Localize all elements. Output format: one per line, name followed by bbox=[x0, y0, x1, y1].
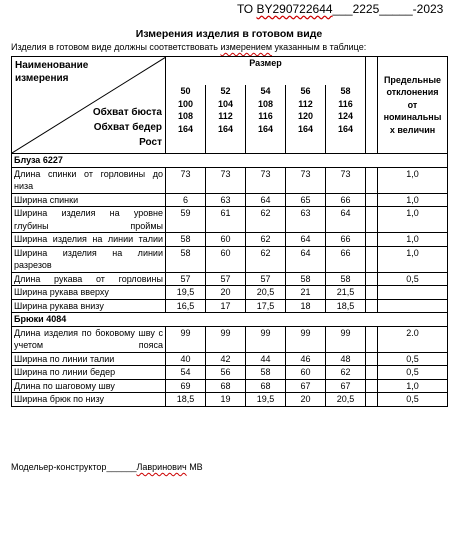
measurement-value: 19 bbox=[206, 393, 246, 407]
measurement-value: 58 bbox=[246, 366, 286, 380]
measurement-value: 6 bbox=[166, 193, 206, 207]
measurement-value: 20,5 bbox=[326, 393, 366, 407]
table-row bbox=[12, 393, 448, 407]
measurement-value: 46 bbox=[286, 352, 326, 366]
measurement-value: 59 bbox=[166, 207, 206, 233]
tolerance-value: 1,0 bbox=[378, 379, 448, 393]
signature-initials: МВ bbox=[186, 462, 203, 472]
measurement-value: 58 bbox=[166, 246, 206, 272]
measurement-value: 21 bbox=[286, 286, 326, 300]
table-row bbox=[12, 366, 448, 380]
measurement-label: Ширина рукава вверху bbox=[12, 286, 166, 300]
spacer-cell bbox=[366, 393, 378, 407]
signature-role: Модельер-конструктор bbox=[11, 462, 107, 472]
tolerance-value: 1,0 bbox=[378, 233, 448, 247]
tolerance-value bbox=[378, 286, 448, 300]
measurement-value: 99 bbox=[326, 326, 366, 352]
page-title: Измерения изделия в готовом виде bbox=[135, 28, 323, 40]
measurement-value: 63 bbox=[206, 193, 246, 207]
spacer-cell bbox=[366, 299, 378, 313]
size-value: 120 bbox=[297, 111, 314, 121]
measurement-label: Длина рукава от горловины bbox=[12, 272, 166, 286]
measurement-value: 73 bbox=[166, 167, 206, 193]
section-row bbox=[12, 313, 448, 327]
measurement-value: 19,5 bbox=[166, 286, 206, 300]
measurement-value: 20 bbox=[206, 286, 246, 300]
measurement-label: Ширина спинки bbox=[12, 193, 166, 207]
size-value: 116 bbox=[258, 111, 273, 121]
measurement-value: 58 bbox=[326, 272, 366, 286]
measurement-value: 57 bbox=[206, 272, 246, 286]
measurement-label: Ширина изделия на уровне глубины проймы bbox=[12, 207, 166, 233]
table-row bbox=[12, 326, 448, 352]
measurement-value: 99 bbox=[166, 326, 206, 352]
section-title: Блуза 6227 bbox=[12, 154, 448, 168]
measurement-value: 60 bbox=[286, 366, 326, 380]
table-row bbox=[12, 246, 448, 272]
tolerance-value: 0,5 bbox=[378, 272, 448, 286]
size-header: Размер bbox=[166, 57, 366, 86]
corner-cell bbox=[12, 57, 166, 154]
measurement-label: Длина спинки от горловины до низа bbox=[12, 167, 166, 193]
measurement-value: 67 bbox=[326, 379, 366, 393]
size-value: 50 bbox=[180, 86, 191, 96]
table-row bbox=[12, 207, 448, 233]
measurement-label: Ширина по линии бедер bbox=[12, 366, 166, 380]
measurement-label: Длина по шаговому шву bbox=[12, 379, 166, 393]
measurement-value: 60 bbox=[206, 233, 246, 247]
measurement-value: 18,5 bbox=[166, 393, 206, 407]
spacer-cell bbox=[366, 352, 378, 366]
measurement-value: 18 bbox=[286, 299, 326, 313]
spacer-cell bbox=[366, 366, 378, 380]
signature-name: Лавринович bbox=[136, 462, 187, 472]
measurement-value: 56 bbox=[206, 366, 246, 380]
measurement-value: 17 bbox=[206, 299, 246, 313]
measurement-value: 57 bbox=[166, 272, 206, 286]
size-value: 100 bbox=[177, 98, 194, 109]
measurement-value: 19,5 bbox=[246, 393, 286, 407]
measurement-value: 58 bbox=[286, 272, 326, 286]
measurement-value: 21,5 bbox=[326, 286, 366, 300]
spacer-cell bbox=[366, 379, 378, 393]
measurement-label: Ширина изделия на линии разрезов bbox=[12, 246, 166, 272]
corner-title bbox=[15, 59, 88, 85]
spacer-cell bbox=[366, 207, 378, 233]
measurement-value: 68 bbox=[246, 379, 286, 393]
limits-header bbox=[378, 57, 448, 154]
size-value: 108 bbox=[177, 111, 194, 121]
signature-line bbox=[11, 462, 203, 472]
tolerance-value: 1,0 bbox=[378, 193, 448, 207]
measurement-value: 73 bbox=[286, 167, 326, 193]
intro-before: Изделия в готовом виде должны соответствовать bbox=[11, 42, 221, 52]
size-value: 104 bbox=[217, 98, 234, 109]
size-value: 124 bbox=[337, 111, 354, 121]
limits-header-line: х величин bbox=[389, 124, 436, 135]
spacer-cell bbox=[366, 167, 378, 193]
measurement-value: 73 bbox=[206, 167, 246, 193]
measurement-value: 99 bbox=[286, 326, 326, 352]
code-prefix: ТО bbox=[237, 2, 257, 16]
size-value: 164 bbox=[217, 123, 234, 134]
measurement-value: 65 bbox=[286, 193, 326, 207]
measurement-value: 64 bbox=[286, 246, 326, 272]
signature-blank: ______ bbox=[106, 462, 137, 472]
table-row bbox=[12, 272, 448, 286]
size-column-0 bbox=[166, 85, 206, 154]
header-row bbox=[12, 57, 448, 86]
code-year: _____-2023 bbox=[379, 2, 444, 16]
code-number: 2225 bbox=[352, 2, 380, 16]
size-column-3 bbox=[286, 85, 326, 154]
size-value: 58 bbox=[340, 86, 351, 96]
measurement-label: Ширина изделия на линии талии bbox=[12, 233, 166, 247]
limits-header-line: отклонения bbox=[386, 87, 439, 98]
intro-text bbox=[11, 42, 451, 52]
measurement-value: 67 bbox=[286, 379, 326, 393]
measurement-value: 20,5 bbox=[246, 286, 286, 300]
corner-hips: Обхват бедер bbox=[93, 122, 162, 133]
measurement-value: 44 bbox=[246, 352, 286, 366]
measurement-value: 60 bbox=[206, 246, 246, 272]
corner-title-line-1: Наименование bbox=[15, 60, 89, 71]
tolerance-value: 0,5 bbox=[378, 393, 448, 407]
spacer-cell bbox=[366, 57, 378, 154]
table-row bbox=[12, 233, 448, 247]
section-title: Брюки 4084 bbox=[12, 313, 448, 327]
size-value: 112 bbox=[298, 98, 313, 109]
spacer-cell bbox=[366, 246, 378, 272]
measurement-label: Длина изделия по боковому шву с учетом пояса bbox=[12, 326, 166, 352]
measurement-value: 48 bbox=[326, 352, 366, 366]
measurement-value: 54 bbox=[166, 366, 206, 380]
measurement-value: 73 bbox=[326, 167, 366, 193]
table-row bbox=[12, 352, 448, 366]
measurement-value: 64 bbox=[326, 207, 366, 233]
measurement-value: 17,5 bbox=[246, 299, 286, 313]
measurement-value: 40 bbox=[166, 352, 206, 366]
measurement-value: 57 bbox=[246, 272, 286, 286]
measurement-value: 63 bbox=[286, 207, 326, 233]
limits-header-line: от bbox=[407, 99, 418, 110]
code-tu-number: BY290722644 bbox=[256, 2, 333, 16]
corner-title-line-2: измерения bbox=[15, 73, 69, 84]
spacer-cell bbox=[366, 193, 378, 207]
limits-header-line: номинальны bbox=[383, 112, 442, 123]
measurement-value: 99 bbox=[206, 326, 246, 352]
corner-bust: Обхват бюста bbox=[92, 107, 162, 118]
measurement-value: 18,5 bbox=[326, 299, 366, 313]
measurement-label: Ширина по линии талии bbox=[12, 352, 166, 366]
measurement-value: 69 bbox=[166, 379, 206, 393]
spacer-cell bbox=[366, 233, 378, 247]
measurement-value: 66 bbox=[326, 233, 366, 247]
spacer-cell bbox=[366, 326, 378, 352]
limits-header-line: Предельные bbox=[383, 74, 442, 85]
tolerance-value: 2.0 bbox=[378, 326, 448, 352]
intro-underlined: измерением bbox=[220, 42, 273, 52]
table-row bbox=[12, 193, 448, 207]
size-value: 52 bbox=[220, 86, 231, 96]
measurement-value: 58 bbox=[166, 233, 206, 247]
tolerance-value: 1,0 bbox=[378, 167, 448, 193]
measurement-value: 64 bbox=[286, 233, 326, 247]
spacer-cell bbox=[366, 286, 378, 300]
tolerance-value bbox=[378, 299, 448, 313]
measurement-value: 64 bbox=[246, 193, 286, 207]
measurement-value: 42 bbox=[206, 352, 246, 366]
table-row bbox=[12, 167, 448, 193]
table-row bbox=[12, 299, 448, 313]
measurement-value: 62 bbox=[326, 366, 366, 380]
tolerance-value: 1,0 bbox=[378, 207, 448, 233]
measurement-value: 61 bbox=[206, 207, 246, 233]
tolerance-value: 0,5 bbox=[378, 352, 448, 366]
size-value: 164 bbox=[177, 123, 194, 134]
measurement-label: Ширина рукава внизу bbox=[12, 299, 166, 313]
size-value: 54 bbox=[260, 86, 271, 96]
size-column-2 bbox=[246, 85, 286, 154]
table-row bbox=[12, 379, 448, 393]
size-value: 56 bbox=[300, 86, 311, 96]
measurement-value: 16,5 bbox=[166, 299, 206, 313]
measurement-value: 68 bbox=[206, 379, 246, 393]
section-row bbox=[12, 154, 448, 168]
document-code bbox=[237, 2, 452, 16]
measurement-value: 66 bbox=[326, 193, 366, 207]
measurement-label: Ширина брюк по низу bbox=[12, 393, 166, 407]
size-value: 164 bbox=[297, 123, 314, 134]
size-value: 108 bbox=[257, 98, 274, 109]
size-value: 164 bbox=[257, 123, 274, 134]
measurement-value: 66 bbox=[326, 246, 366, 272]
intro-after: указанным в таблице: bbox=[272, 42, 367, 52]
measurement-value: 99 bbox=[246, 326, 286, 352]
table-row bbox=[12, 286, 448, 300]
tolerance-value: 0,5 bbox=[378, 366, 448, 380]
measurement-value: 62 bbox=[246, 233, 286, 247]
measurement-value: 20 bbox=[286, 393, 326, 407]
corner-height: Рост bbox=[139, 137, 162, 148]
size-column-4 bbox=[326, 85, 366, 154]
code-gap: ___ bbox=[332, 2, 353, 16]
measurement-value: 73 bbox=[246, 167, 286, 193]
size-value: 112 bbox=[218, 111, 233, 121]
measurement-value: 62 bbox=[246, 207, 286, 233]
measurements-table bbox=[11, 56, 448, 407]
measurement-value: 62 bbox=[246, 246, 286, 272]
size-column-1 bbox=[206, 85, 246, 154]
size-value: 164 bbox=[337, 123, 354, 134]
size-value: 116 bbox=[338, 98, 353, 109]
tolerance-value: 1,0 bbox=[378, 246, 448, 272]
spacer-cell bbox=[366, 272, 378, 286]
